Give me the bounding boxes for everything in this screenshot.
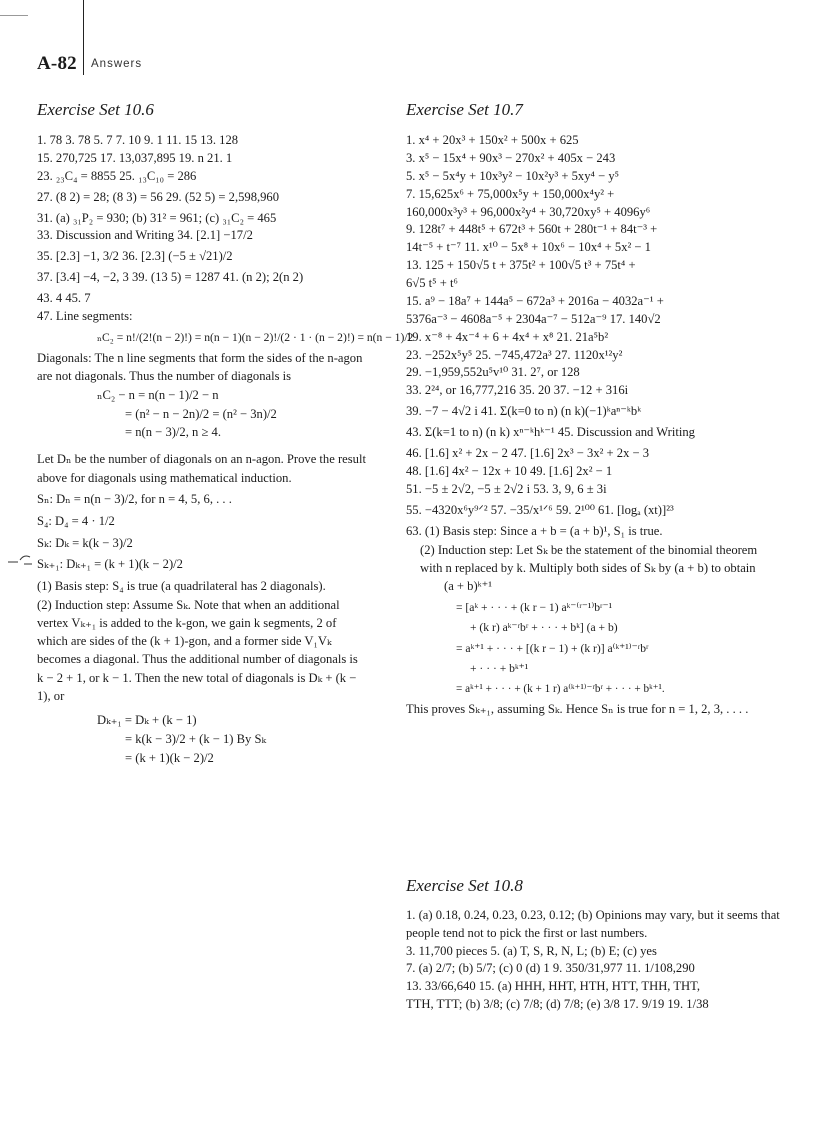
margin-mark-icon [6, 552, 36, 566]
paragraph: (2) Induction step: Let Sₖ be the statement of the binomial theorem with n replaced by k. Multiply both sides of Sₖ by (a + b) to obtain [420, 542, 758, 575]
paragraph: (2) Induction step: Assume Sₖ. Note that when an additional vertex Vₖ₊₁ is added to the k-gon, we gain k segments, 2 of which are sides of the (k + 1)-gon, and a former side V₁Vₖ becomes a diagonal. Thus the additional number of diagonals is k − 2 + 1, or k − 1. Then the new total of diagonals is Dₖ + (k − 1), or [37, 597, 358, 703]
answer-line: 29. −1,959,552u⁵v¹⁰ 31. 2⁷, or 128 [406, 365, 580, 380]
equation: ₙC₂ − n = n(n − 1)/2 − n [97, 387, 219, 402]
paragraph: Let Dₙ be the number of diagonals on an n-agon. Prove the result above for diagonals using mathematical induction. [37, 452, 366, 485]
answer-line: 46. [1.6] x² + 2x − 2 47. [1.6] 2x³ − 3x² + 2x − 3 [406, 445, 650, 460]
header-vertical-rule [83, 0, 84, 54]
answer-line: 43. 4 45. 7 [37, 291, 91, 305]
answer-line: 43. Σ(k=1 to n) (n k) xⁿ⁻ᵏhᵏ⁻¹ 45. Discussion and Writing [406, 425, 695, 439]
answer-line: 35. [2.3] −1, 3/2 36. [2.3] (−5 ± √21)/2 [37, 249, 233, 264]
answer-line: 15. 270,725 17. 13,037,895 19. n 21. 1 [37, 150, 233, 165]
exercise-set-10-7 [406, 100, 781, 719]
answer-line: 3. 11,700 pieces 5. (a) T, S, R, N, L; (b) E; (c) yes [406, 943, 657, 958]
answer-line: 1. 78 3. 78 5. 7 7. 10 9. 1 11. 15 13. 128 [37, 133, 239, 147]
corner-rule [0, 15, 28, 16]
equation: = (k + 1)(k − 2)/2 [125, 750, 214, 765]
answer-line: 5376a⁻³ − 4608a⁻⁵ + 2304a⁻⁷ − 512a⁻⁹ 17. 140√2 [406, 311, 661, 326]
section-title: Exercise Set 10.6 [37, 100, 154, 119]
answer-line: 33. Discussion and Writing 34. [2.1] −17/2 [37, 228, 253, 243]
equation: = n(n − 3)/2, n ≥ 4. [125, 425, 221, 440]
answer-line: 7. 15,625x⁶ + 75,000x⁵y + 150,000x⁴y² + [406, 186, 615, 201]
equation: (a + b)ᵏ⁺¹ [444, 579, 493, 594]
equation: ₙC₂ = n!/(2!(n − 2)!) = n(n − 1)(n − 2)!/(2 · 1 · (n − 2)!) = n(n − 1)/2 [97, 330, 414, 344]
page-number: A-82 [37, 53, 77, 74]
answer-line: 9. 128t⁷ + 448t⁵ + 672t³ + 560t + 280t⁻¹ + 84t⁻³ + [406, 222, 658, 237]
equation: Dₖ₊₁ = Dₖ + (k − 1) [97, 713, 197, 728]
equation: Sₙ: Dₙ = n(n − 3)/2, for n = 4, 5, 6, . . . [37, 491, 232, 506]
answer-line: 14t⁻⁵ + t⁻⁷ 11. x¹⁰ − 5x⁸ + 10x⁶ − 10x⁴ + 5x² − 1 [406, 240, 651, 255]
equation: = k(k − 3)/2 + (k − 1) By Sₖ [125, 732, 267, 747]
answer-line: 13. 33/66,640 15. (a) HHH, HHT, HTH, HTT, THH, THT, [406, 979, 701, 994]
equation: + · · · + bᵏ⁺¹ [470, 662, 529, 676]
answer-line: 37. [3.4] −4, −2, 3 39. (13 5) = 1287 41. (n 2); 2(n 2) [37, 270, 304, 285]
paragraph: 1. (a) 0.18, 0.24, 0.23, 0.23, 0.12; (b) Opinions may vary, but it seems that people tend not to pick the first or last numbers. [406, 908, 780, 941]
answer-line: 3. x⁵ − 15x⁴ + 90x³ − 270x² + 405x − 243 [406, 150, 616, 165]
answer-line: 47. Line segments: [37, 308, 133, 323]
paragraph: Diagonals: The n line segments that form the sides of the n-agon are not diagonals. Thus the number of diagonals is [37, 351, 363, 384]
answer-line: 55. −4320x⁶y⁹ᐟ² 57. −35/x¹ᐟ⁶ 59. 2¹⁰⁰ 61. [logₐ (xt)]²³ [406, 502, 674, 517]
equation: = (n² − n − 2n)/2 = (n² − 3n)/2 [125, 406, 277, 421]
answer-line: 15. a⁹ − 18a⁷ + 144a⁵ − 672a³ + 2016a − 4032a⁻¹ + [406, 293, 664, 308]
equation: + (k r) aᵏ⁻ʳbʳ + · · · + bᵏ] (a + b) [470, 621, 618, 635]
running-head: Answers [91, 58, 143, 70]
equation: S₄: D₄ = 4 · 1/2 [37, 513, 115, 528]
exercise-set-10-8 [406, 906, 781, 1014]
answer-line: 5. x⁵ − 5x⁴y + 10x³y² − 10x²y³ + 5xy⁴ − y⁵ [406, 168, 620, 183]
equation: Sₖ₊₁: Dₖ₊₁ = (k + 1)(k − 2)/2 [37, 557, 183, 572]
answer-line: 31. (a) ₃₁P₂ = 930; (b) 31² = 961; (c) ₃₁C₂ = 465 [37, 210, 277, 225]
paragraph: (1) Basis step: S₄ is true (a quadrilateral has 2 diagonals). [37, 579, 326, 594]
section-title: Exercise Set 10.8 [406, 876, 523, 895]
answer-line: 6√5 t⁵ + t⁶ [406, 276, 458, 290]
answer-line: 27. (8 2) = 28; (8 3) = 56 29. (52 5) = 2,598,960 [37, 189, 280, 204]
exercise-set-10-6 [37, 100, 414, 768]
answer-line: 48. [1.6] 4x² − 12x + 10 49. [1.6] 2x² − 1 [406, 463, 613, 478]
answer-line: 51. −5 ± 2√2, −5 ± 2√2 i 53. 3, 9, 6 ± 3i [406, 481, 607, 496]
answer-line: 23. −252x⁵y⁵ 25. −745,472a³ 27. 1120x¹²y² [406, 347, 623, 362]
paragraph: This proves Sₖ₊₁, assuming Sₖ. Hence Sₙ is true for n = 1, 2, 3, . . . . [406, 702, 749, 717]
answer-line: 1. x⁴ + 20x³ + 150x² + 500x + 625 [406, 133, 579, 147]
answer-line: 160,000x³y³ + 96,000x²y⁴ + 30,720xy⁵ + 4096y⁶ [406, 204, 651, 219]
answer-line: TTH, TTT; (b) 3/8; (c) 7/8; (d) 7/8; (e) 3/8 17. 9/19 19. 1/38 [406, 997, 709, 1012]
equation: = aᵏ⁺¹ + · · · + [(k r − 1) + (k r)] a⁽ᵏ⁺¹⁾⁻ʳbʳ [456, 641, 649, 655]
paragraph: 63. (1) Basis step: Since a + b = (a + b)¹, S₁ is true. [406, 524, 663, 539]
equation: = [aᵏ + · · · + (k r − 1) aᵏ⁻⁽ʳ⁻¹⁾bʳ⁻¹ [456, 601, 613, 615]
equation: = aᵏ⁺¹ + · · · + (k + 1 r) a⁽ᵏ⁺¹⁾⁻ʳbʳ + · · · + bᵏ⁺¹. [456, 682, 665, 695]
answer-line: 19. x⁻⁸ + 4x⁻⁴ + 6 + 4x⁴ + x⁸ 21. 21a⁵b² [406, 329, 609, 344]
equation: Sₖ: Dₖ = k(k − 3)/2 [37, 535, 133, 550]
header-separator [83, 53, 84, 75]
answer-line: 7. (a) 2/7; (b) 5/7; (c) 0 (d) 1 9. 350/31,977 11. 1/108,290 [406, 961, 695, 976]
answer-line: 13. 125 + 150√5 t + 375t² + 100√5 t³ + 75t⁴ + [406, 258, 636, 273]
answer-line: 39. −7 − 4√2 i 41. Σ(k=0 to n) (n k)(−1)ᵏaⁿ⁻ᵏbᵏ [406, 404, 642, 419]
section-title: Exercise Set 10.7 [406, 100, 523, 119]
answer-line: 33. 2²⁴, or 16,777,216 35. 20 37. −12 + 316i [406, 383, 629, 398]
answer-line: 23. ₂₃C₄ = 8855 25. ₁₃C₁₀ = 286 [37, 168, 197, 183]
